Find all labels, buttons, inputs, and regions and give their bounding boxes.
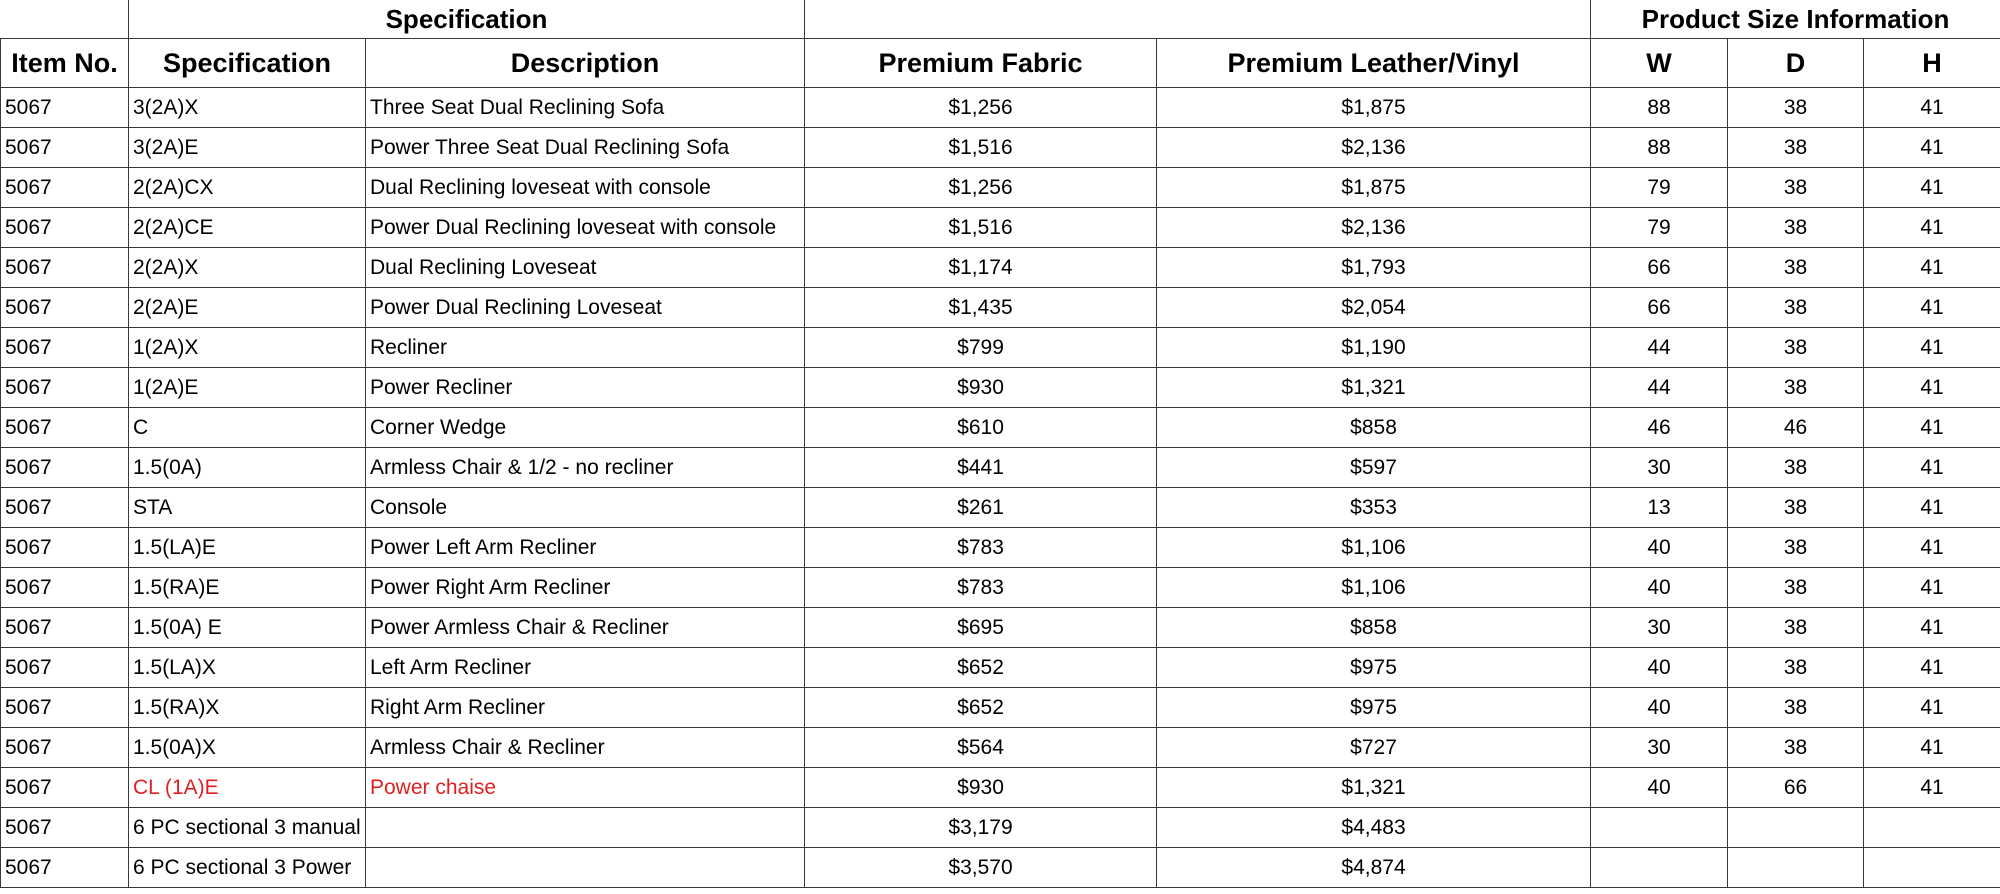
table-row bbox=[1, 568, 2000, 608]
table-row bbox=[1, 808, 2000, 848]
description-cell: Power Armless Chair & Recliner bbox=[366, 608, 805, 648]
specification-cell: 1.5(RA)X bbox=[129, 688, 366, 728]
specification-cell: 2(2A)CE bbox=[129, 208, 366, 248]
premium-leather-cell: $1,106 bbox=[1157, 528, 1591, 568]
premium-fabric-cell: $1,516 bbox=[805, 208, 1157, 248]
depth-cell bbox=[1728, 808, 1864, 848]
table-row bbox=[1, 528, 2000, 568]
item-no-cell: 5067 bbox=[1, 608, 129, 648]
premium-leather-cell: $1,793 bbox=[1157, 248, 1591, 288]
height-cell: 41 bbox=[1864, 568, 2000, 608]
description-cell bbox=[366, 848, 805, 888]
premium-leather-cell: $1,106 bbox=[1157, 568, 1591, 608]
item-no-cell: 5067 bbox=[1, 528, 129, 568]
premium-fabric-cell: $783 bbox=[805, 568, 1157, 608]
depth-cell: 38 bbox=[1728, 248, 1864, 288]
table-row bbox=[1, 328, 2000, 368]
width-cell: 40 bbox=[1591, 528, 1728, 568]
specification-cell: CL (1A)E bbox=[129, 768, 366, 808]
table-row bbox=[1, 488, 2000, 528]
description-cell: Corner Wedge bbox=[366, 408, 805, 448]
premium-fabric-cell: $261 bbox=[805, 488, 1157, 528]
item-no-cell: 5067 bbox=[1, 208, 129, 248]
depth-cell: 38 bbox=[1728, 168, 1864, 208]
height-cell: 41 bbox=[1864, 208, 2000, 248]
premium-leather-cell: $975 bbox=[1157, 648, 1591, 688]
description-cell: Power Left Arm Recliner bbox=[366, 528, 805, 568]
description-cell: Three Seat Dual Reclining Sofa bbox=[366, 88, 805, 128]
depth-cell bbox=[1728, 848, 1864, 888]
table-body bbox=[1, 88, 2000, 888]
premium-leather-cell: $1,190 bbox=[1157, 328, 1591, 368]
width-cell bbox=[1591, 808, 1728, 848]
depth-cell: 38 bbox=[1728, 568, 1864, 608]
specification-cell: 1.5(0A)X bbox=[129, 728, 366, 768]
table-row bbox=[1, 408, 2000, 448]
item-no-cell: 5067 bbox=[1, 768, 129, 808]
depth-cell: 38 bbox=[1728, 728, 1864, 768]
specification-cell: 2(2A)E bbox=[129, 288, 366, 328]
column-header-height: H bbox=[1864, 39, 2000, 88]
table-row bbox=[1, 768, 2000, 808]
item-no-cell: 5067 bbox=[1, 368, 129, 408]
premium-fabric-cell: $441 bbox=[805, 448, 1157, 488]
specification-cell: STA bbox=[129, 488, 366, 528]
width-cell: 79 bbox=[1591, 208, 1728, 248]
specification-cell: 1.5(LA)E bbox=[129, 528, 366, 568]
width-cell: 66 bbox=[1591, 288, 1728, 328]
premium-leather-cell: $1,321 bbox=[1157, 768, 1591, 808]
description-cell: Power Recliner bbox=[366, 368, 805, 408]
premium-leather-cell: $1,321 bbox=[1157, 368, 1591, 408]
height-cell: 41 bbox=[1864, 168, 2000, 208]
column-header-premium-fabric: Premium Fabric bbox=[805, 39, 1157, 88]
description-cell: Recliner bbox=[366, 328, 805, 368]
premium-leather-cell: $353 bbox=[1157, 488, 1591, 528]
premium-fabric-cell: $652 bbox=[805, 688, 1157, 728]
table-row bbox=[1, 688, 2000, 728]
table-row bbox=[1, 128, 2000, 168]
height-cell: 41 bbox=[1864, 528, 2000, 568]
depth-cell: 38 bbox=[1728, 608, 1864, 648]
width-cell: 30 bbox=[1591, 728, 1728, 768]
specification-cell: 6 PC sectional 3 manual bbox=[129, 808, 366, 848]
height-cell: 41 bbox=[1864, 128, 2000, 168]
column-header-item-no: Item No. bbox=[1, 39, 129, 88]
premium-fabric-cell: $564 bbox=[805, 728, 1157, 768]
height-cell: 41 bbox=[1864, 88, 2000, 128]
description-cell: Power Right Arm Recliner bbox=[366, 568, 805, 608]
premium-fabric-cell: $783 bbox=[805, 528, 1157, 568]
item-no-cell: 5067 bbox=[1, 568, 129, 608]
item-no-cell: 5067 bbox=[1, 128, 129, 168]
height-cell: 41 bbox=[1864, 368, 2000, 408]
height-cell: 41 bbox=[1864, 448, 2000, 488]
specification-cell: 3(2A)E bbox=[129, 128, 366, 168]
premium-fabric-cell: $799 bbox=[805, 328, 1157, 368]
depth-cell: 38 bbox=[1728, 368, 1864, 408]
width-cell: 40 bbox=[1591, 648, 1728, 688]
specification-cell: 2(2A)CX bbox=[129, 168, 366, 208]
premium-leather-cell: $4,874 bbox=[1157, 848, 1591, 888]
item-no-cell: 5067 bbox=[1, 448, 129, 488]
table-row bbox=[1, 288, 2000, 328]
group-header-product-size: Product Size Information bbox=[1591, 0, 2000, 39]
item-no-cell: 5067 bbox=[1, 848, 129, 888]
width-cell: 44 bbox=[1591, 328, 1728, 368]
item-no-cell: 5067 bbox=[1, 88, 129, 128]
table-row bbox=[1, 648, 2000, 688]
width-cell bbox=[1591, 848, 1728, 888]
premium-fabric-cell: $610 bbox=[805, 408, 1157, 448]
specification-cell: 6 PC sectional 3 Power bbox=[129, 848, 366, 888]
premium-fabric-cell: $930 bbox=[805, 368, 1157, 408]
depth-cell: 38 bbox=[1728, 128, 1864, 168]
table-row bbox=[1, 248, 2000, 288]
width-cell: 66 bbox=[1591, 248, 1728, 288]
premium-fabric-cell: $695 bbox=[805, 608, 1157, 648]
specification-cell: 1(2A)E bbox=[129, 368, 366, 408]
specification-cell: 2(2A)X bbox=[129, 248, 366, 288]
premium-leather-cell: $858 bbox=[1157, 408, 1591, 448]
description-cell: Right Arm Recliner bbox=[366, 688, 805, 728]
specification-cell: 1(2A)X bbox=[129, 328, 366, 368]
width-cell: 40 bbox=[1591, 568, 1728, 608]
table-row bbox=[1, 448, 2000, 488]
premium-leather-cell: $597 bbox=[1157, 448, 1591, 488]
premium-leather-cell: $727 bbox=[1157, 728, 1591, 768]
description-cell: Dual Reclining loveseat with console bbox=[366, 168, 805, 208]
column-header-width: W bbox=[1591, 39, 1728, 88]
description-cell: Armless Chair & 1/2 - no recliner bbox=[366, 448, 805, 488]
depth-cell: 46 bbox=[1728, 408, 1864, 448]
width-cell: 44 bbox=[1591, 368, 1728, 408]
height-cell: 41 bbox=[1864, 488, 2000, 528]
height-cell: 41 bbox=[1864, 728, 2000, 768]
width-cell: 40 bbox=[1591, 768, 1728, 808]
specification-cell: 1.5(0A) bbox=[129, 448, 366, 488]
width-cell: 30 bbox=[1591, 448, 1728, 488]
premium-leather-cell: $975 bbox=[1157, 688, 1591, 728]
specification-cell: 1.5(0A) E bbox=[129, 608, 366, 648]
depth-cell: 38 bbox=[1728, 688, 1864, 728]
item-no-cell: 5067 bbox=[1, 328, 129, 368]
depth-cell: 38 bbox=[1728, 328, 1864, 368]
item-no-cell: 5067 bbox=[1, 688, 129, 728]
height-cell: 41 bbox=[1864, 248, 2000, 288]
height-cell bbox=[1864, 808, 2000, 848]
premium-leather-cell: $4,483 bbox=[1157, 808, 1591, 848]
height-cell: 41 bbox=[1864, 608, 2000, 648]
height-cell: 41 bbox=[1864, 688, 2000, 728]
width-cell: 13 bbox=[1591, 488, 1728, 528]
premium-fabric-cell: $1,256 bbox=[805, 168, 1157, 208]
height-cell: 41 bbox=[1864, 328, 2000, 368]
depth-cell: 66 bbox=[1728, 768, 1864, 808]
table-row bbox=[1, 88, 2000, 128]
depth-cell: 38 bbox=[1728, 288, 1864, 328]
item-no-cell: 5067 bbox=[1, 648, 129, 688]
premium-leather-cell: $858 bbox=[1157, 608, 1591, 648]
premium-fabric-cell: $3,570 bbox=[805, 848, 1157, 888]
item-no-cell: 5067 bbox=[1, 248, 129, 288]
specification-cell: 1.5(LA)X bbox=[129, 648, 366, 688]
specification-cell: C bbox=[129, 408, 366, 448]
premium-fabric-cell: $3,179 bbox=[805, 808, 1157, 848]
item-no-cell: 5067 bbox=[1, 168, 129, 208]
height-cell: 41 bbox=[1864, 648, 2000, 688]
description-cell: Dual Reclining Loveseat bbox=[366, 248, 805, 288]
width-cell: 40 bbox=[1591, 688, 1728, 728]
table-row bbox=[1, 208, 2000, 248]
premium-leather-cell: $1,875 bbox=[1157, 88, 1591, 128]
depth-cell: 38 bbox=[1728, 88, 1864, 128]
premium-leather-cell: $2,054 bbox=[1157, 288, 1591, 328]
item-no-cell: 5067 bbox=[1, 808, 129, 848]
description-cell bbox=[366, 808, 805, 848]
specification-cell: 1.5(RA)E bbox=[129, 568, 366, 608]
description-cell: Power chaise bbox=[366, 768, 805, 808]
premium-leather-cell: $2,136 bbox=[1157, 208, 1591, 248]
height-cell bbox=[1864, 848, 2000, 888]
premium-fabric-cell: $930 bbox=[805, 768, 1157, 808]
premium-fabric-cell: $652 bbox=[805, 648, 1157, 688]
item-no-cell: 5067 bbox=[1, 728, 129, 768]
group-header-pricing-blank bbox=[805, 0, 1591, 39]
premium-fabric-cell: $1,435 bbox=[805, 288, 1157, 328]
column-header-specification: Specification bbox=[129, 39, 366, 88]
description-cell: Power Dual Reclining Loveseat bbox=[366, 288, 805, 328]
width-cell: 46 bbox=[1591, 408, 1728, 448]
table-row bbox=[1, 168, 2000, 208]
item-no-cell: 5067 bbox=[1, 288, 129, 328]
group-header-specification: Specification bbox=[129, 0, 805, 39]
depth-cell: 38 bbox=[1728, 488, 1864, 528]
width-cell: 88 bbox=[1591, 128, 1728, 168]
premium-leather-cell: $2,136 bbox=[1157, 128, 1591, 168]
column-header-depth: D bbox=[1728, 39, 1864, 88]
column-header-row bbox=[1, 39, 2000, 88]
premium-fabric-cell: $1,174 bbox=[805, 248, 1157, 288]
width-cell: 88 bbox=[1591, 88, 1728, 128]
height-cell: 41 bbox=[1864, 768, 2000, 808]
description-cell: Armless Chair & Recliner bbox=[366, 728, 805, 768]
height-cell: 41 bbox=[1864, 408, 2000, 448]
table-row bbox=[1, 608, 2000, 648]
specification-cell: 3(2A)X bbox=[129, 88, 366, 128]
table-row bbox=[1, 728, 2000, 768]
table-row bbox=[1, 848, 2000, 888]
column-header-description: Description bbox=[366, 39, 805, 88]
width-cell: 30 bbox=[1591, 608, 1728, 648]
depth-cell: 38 bbox=[1728, 448, 1864, 488]
item-no-cell: 5067 bbox=[1, 408, 129, 448]
depth-cell: 38 bbox=[1728, 528, 1864, 568]
depth-cell: 38 bbox=[1728, 648, 1864, 688]
description-cell: Power Dual Reclining loveseat with console bbox=[366, 208, 805, 248]
depth-cell: 38 bbox=[1728, 208, 1864, 248]
premium-leather-cell: $1,875 bbox=[1157, 168, 1591, 208]
description-cell: Left Arm Recliner bbox=[366, 648, 805, 688]
table-row bbox=[1, 368, 2000, 408]
group-header-blank bbox=[1, 0, 129, 39]
group-header-row bbox=[1, 0, 2000, 39]
description-cell: Power Three Seat Dual Reclining Sofa bbox=[366, 128, 805, 168]
premium-fabric-cell: $1,256 bbox=[805, 88, 1157, 128]
height-cell: 41 bbox=[1864, 288, 2000, 328]
item-no-cell: 5067 bbox=[1, 488, 129, 528]
column-header-premium-leather-vinyl: Premium Leather/Vinyl bbox=[1157, 39, 1591, 88]
width-cell: 79 bbox=[1591, 168, 1728, 208]
premium-fabric-cell: $1,516 bbox=[805, 128, 1157, 168]
description-cell: Console bbox=[366, 488, 805, 528]
